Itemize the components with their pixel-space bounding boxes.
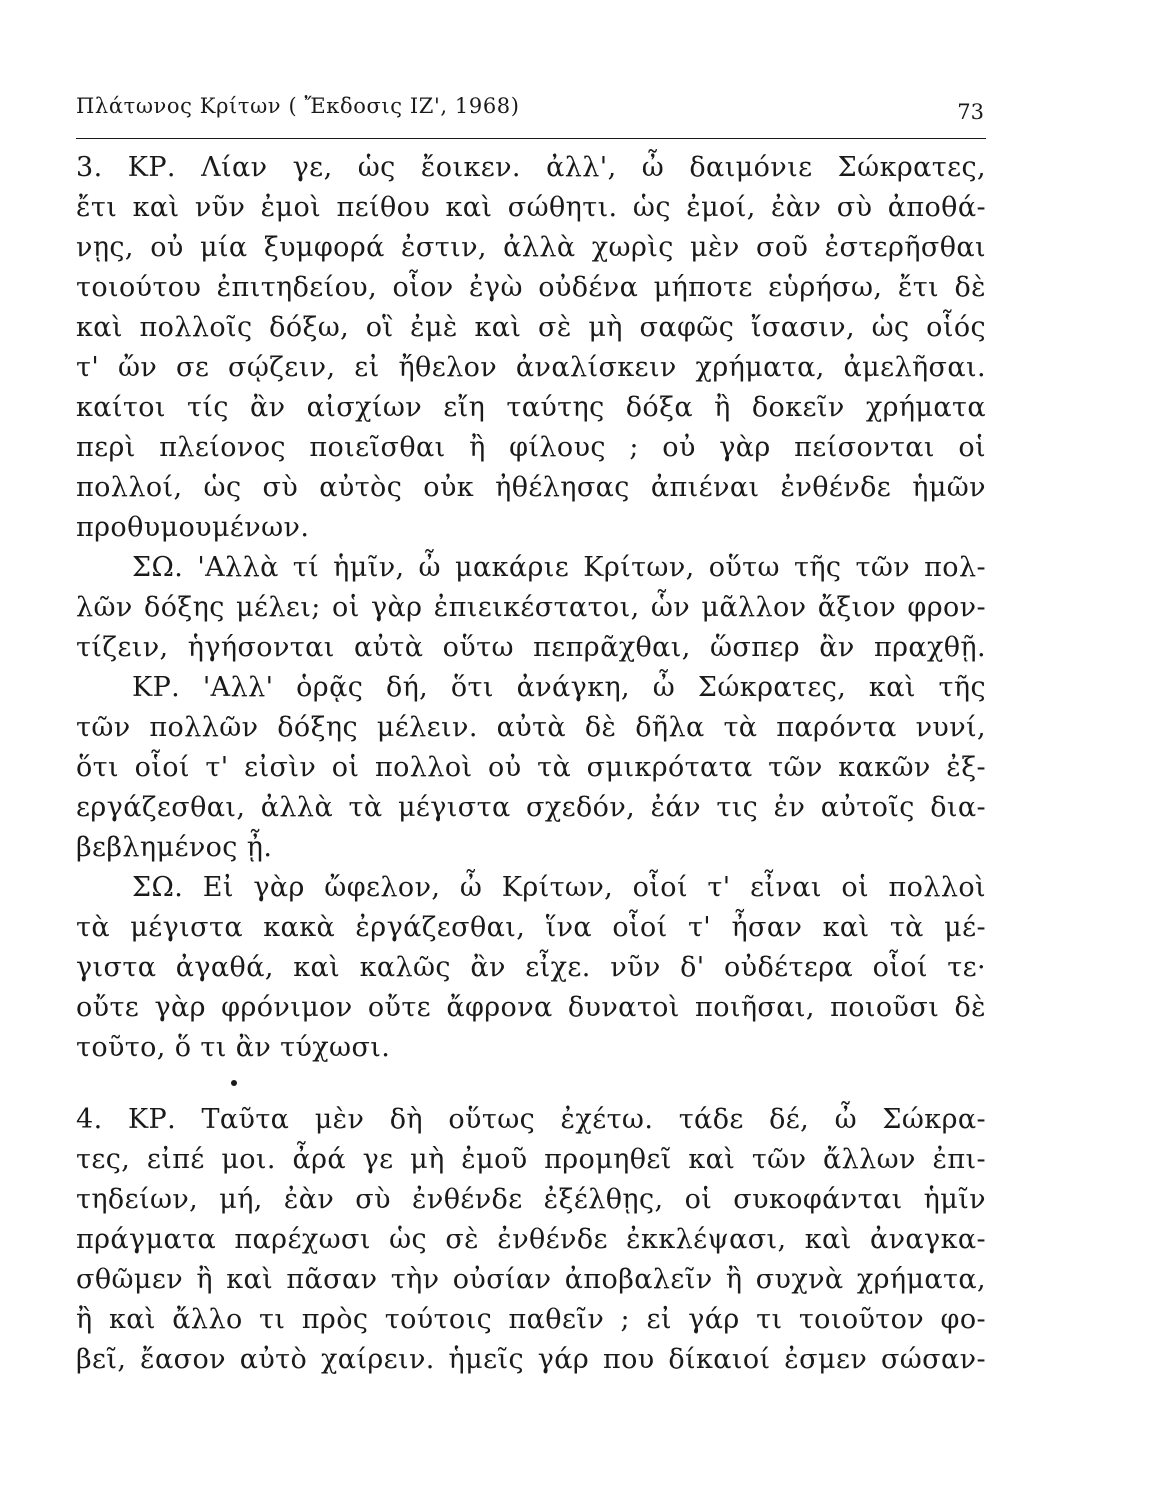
speaker-line: ΚΡ. 'Αλλ' ὁρᾷς δή, ὅτι ἀνάγκη, ὦ Σώκρατες, καὶ τῆς: [132, 672, 986, 703]
text-line: 4. ΚΡ. Ταῦτα μὲν δὴ οὕτως ἐχέτω. τάδε δέ, ὦ Σώκρα-: [76, 1104, 986, 1135]
text-line: ἔτι καὶ νῦν ἐμοὶ πείθου καὶ σώθητι. ὡς ἐμοί, ἐὰν σὺ ἀποθά-: [76, 192, 986, 223]
body-text: [76, 148, 986, 1380]
page-number: 73: [957, 100, 984, 124]
text-line: οὔτε γὰρ φρόνιμον οὔτε ἄφρονα δυνατοὶ ποιῆσαι, ποιοῦσι δὲ: [76, 992, 986, 1023]
running-head: [76, 94, 986, 128]
text-line: τ' ὤν σε σῴζειν, εἰ ἤθελον ἀναλίσκειν χρήματα, ἀμελῆσαι.: [76, 352, 986, 383]
text-line: καίτοι τίς ἂν αἰσχίων εἴη ταύτης δόξα ἢ δοκεῖν χρήματα: [76, 392, 986, 423]
text-line: τες, εἰπέ μοι. ἆρά γε μὴ ἐμοῦ προμηθεῖ καὶ τῶν ἄλλων ἐπι-: [76, 1144, 986, 1175]
text-line: εργάζεσθαι, ἀλλὰ τὰ μέγιστα σχεδόν, ἐάν τις ἐν αὐτοῖς δια-: [76, 792, 986, 823]
text-line: πολλοί, ὡς σὺ αὐτὸς οὐκ ἠθέλησας ἀπιέναι ἐνθένδε ἡμῶν: [76, 472, 986, 503]
text-line: βεβλημένος ᾖ.: [76, 832, 273, 863]
text-line: τηδείων, μή, ἐὰν σὺ ἐνθένδε ἐξέλθῃς, οἱ συκοφάνται ἡμῖν: [76, 1184, 986, 1215]
text-line: σθῶμεν ἢ καὶ πᾶσαν τὴν οὐσίαν ἀποβαλεῖν ἢ συχνὰ χρήματα,: [76, 1264, 986, 1295]
stray-ink-dot: [231, 1080, 237, 1086]
text-line: περὶ πλείονος ποιεῖσθαι ἢ φίλους ; οὐ γὰρ πείσονται οἱ: [76, 432, 986, 463]
text-line: ἢ καὶ ἄλλο τι πρὸς τούτοις παθεῖν ; εἰ γάρ τι τοιοῦτον φο-: [76, 1304, 986, 1335]
speaker-line: ΣΩ. Εἰ γὰρ ὤφελον, ὦ Κρίτων, οἷοί τ' εἶναι οἱ πολλοὶ: [132, 872, 986, 903]
text-line: τίζειν, ἡγήσονται αὐτὰ οὕτω πεπρᾶχθαι, ὥσπερ ἂν πραχθῇ.: [76, 632, 986, 663]
text-line: ὅτι οἷοί τ' εἰσὶν οἱ πολλοὶ οὐ τὰ σμικρότατα τῶν κακῶν ἐξ-: [76, 752, 986, 783]
section-gap: [76, 1068, 986, 1100]
text-line: πράγματα παρέχωσι ὡς σὲ ἐνθένδε ἐκκλέψασι, καὶ ἀναγκα-: [76, 1224, 986, 1255]
text-line: γιστα ἀγαθά, καὶ καλῶς ἂν εἶχε. νῦν δ' οὐδέτερα οἷοί τε·: [76, 952, 986, 983]
speaker-line: ΣΩ. 'Αλλὰ τί ἡμῖν, ὦ μακάριε Κρίτων, οὕτω τῆς τῶν πολ-: [132, 552, 986, 583]
text-line: τοιούτου ἐπιτηδείου, οἷον ἐγὼ οὐδένα μήποτε εὑρήσω, ἔτι δὲ: [76, 272, 986, 303]
text-line: 3. ΚΡ. Λίαν γε, ὡς ἔοικεν. ἀλλ', ὦ δαιμόνιε Σώκρατες,: [76, 152, 986, 183]
text-line: προθυμουμένων.: [76, 512, 310, 543]
text-line: λῶν δόξης μέλει; οἱ γὰρ ἐπιεικέστατοι, ὧν μᾶλλον ἄξιον φρον-: [76, 592, 986, 623]
text-line: βεῖ, ἔασον αὐτὸ χαίρειν. ἡμεῖς γάρ που δίκαιοί ἐσμεν σώσαν-: [76, 1344, 986, 1375]
running-head-title: Πλάτωνος Κρίτων ( Ἔκδοσις ΙΖ', 1968): [76, 94, 520, 118]
text-line: νῃς, οὐ μία ξυμφορά ἐστιν, ἀλλὰ χωρὶς μὲν σοῦ ἐστερῆσθαι: [76, 232, 986, 263]
text-line: καὶ πολλοῖς δόξω, οἳ ἐμὲ καὶ σὲ μὴ σαφῶς ἴσασιν, ὡς οἷός: [76, 312, 986, 343]
text-line: τὰ μέγιστα κακὰ ἐργάζεσθαι, ἵνα οἷοί τ' ἦσαν καὶ τὰ μέ-: [76, 912, 986, 943]
text-line: τοῦτο, ὅ τι ἂν τύχωσι.: [76, 1032, 391, 1063]
text-line: τῶν πολλῶν δόξης μέλειν. αὐτὰ δὲ δῆλα τὰ παρόντα νυνί,: [76, 712, 986, 743]
header-rule: [76, 138, 986, 139]
